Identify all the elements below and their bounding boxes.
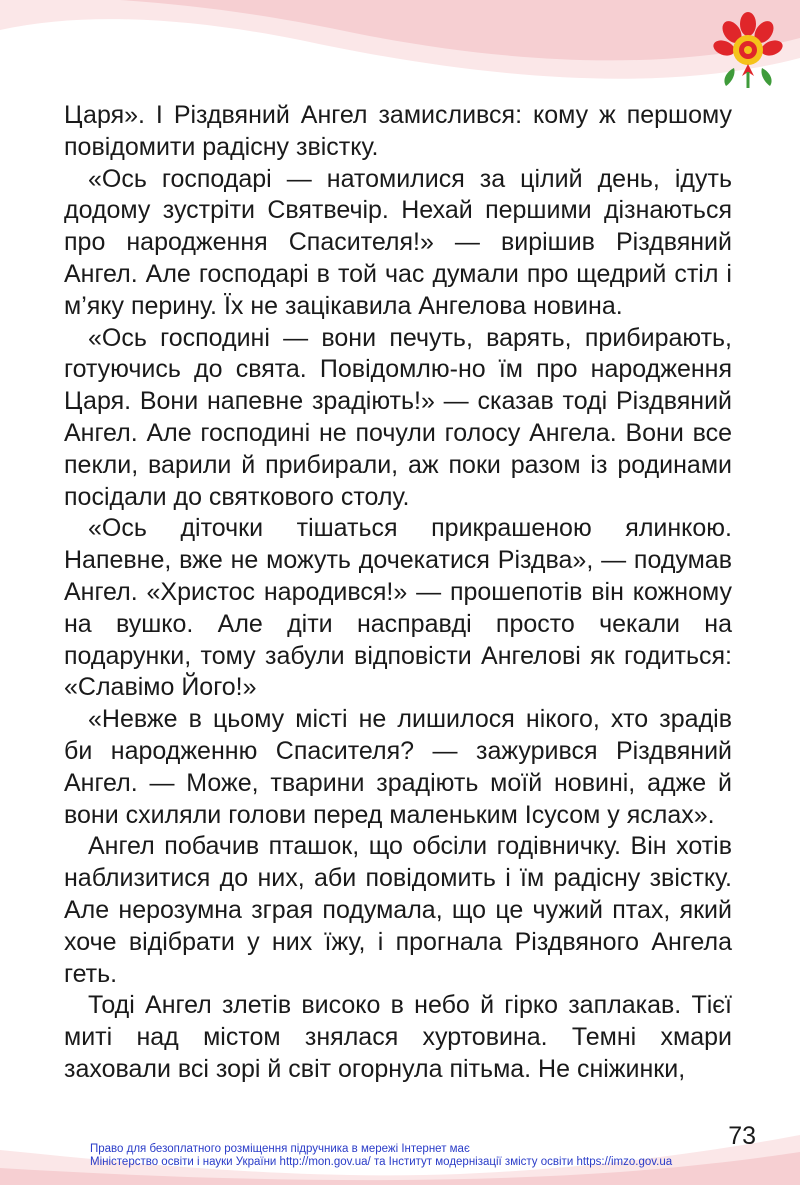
paragraph: Царя». І Різдвяний Ангел замислився: кому ж першому повідомити радісну звістку. [64, 101, 732, 161]
footer-line: Міністерство освіти і науки України http://mon.gov.ua/ та Інститут модернізації змісту освіти https://imzo.gov.ua [90, 1156, 673, 1168]
paragraph: Ангел побачив пташок, що обсіли годівничку. Він хотів наблизитися до них, аби повідомить і їм радісну звістку. Але нерозумна зграя подумала, що це чужий птах, який хоче відібрати у них їжу, і прогнала Різдвяного Ангела геть. [64, 832, 732, 988]
story-text [64, 100, 732, 1086]
footer-line: Право для безоплатного розміщення підручника в мережі Інтернет має [90, 1143, 470, 1155]
paragraph: Тоді Ангел злетів високо в небо й гірко заплакав. Тієї миті над містом знялася хуртовина. Темні хмари заховали всі зорі й світ огорнула пітьма. Не сніжинки, [64, 991, 732, 1083]
copyright-footer [90, 1143, 750, 1169]
paragraph: «Ось діточки тішаться прикрашеною ялинкою. Напевне, вже не можуть дочекатися Різдва», — подумав Ангел. «Христос народився!» — прошепотів він кожному на вушко. Але діти насправді просто чекали на подарунки, тому забули відповісти Ангелові як годиться: «Славімо Його!» [64, 514, 732, 702]
paragraph: «Невже в цьому місті не лишилося нікого, хто зрадів би народженню Спасителя? — зажурився Різдвяний Ангел. — Може, тварини зрадіють моїй новині, адже й вони схиляли голови перед маленьким Ісусом у яслах». [64, 705, 732, 829]
page-number: 73 [728, 1122, 756, 1150]
flower-ornament-icon [712, 10, 784, 90]
paragraph: «Ось господарі — натомилися за цілий день, ідуть додому зустріти Святвечір. Нехай першими дізнаються про народження Спасителя!» — вирішив Різдвяний Ангел. Але господарі в той час думали про щедрий стіл і м’яку перину. Їх не зацікавила Ангелова новина. [64, 164, 732, 320]
paragraph: «Ось господині — вони печуть, варять, прибирають, готуючись до свята. Повідомлю-но їм про народження Царя. Вони напевне зрадіють!» — сказав тоді Різдвяний Ангел. Але господині не почули голосу Ангела. Вони все пекли, варили й прибирали, аж поки разом із родинами посідали до святкового столу. [64, 323, 732, 511]
